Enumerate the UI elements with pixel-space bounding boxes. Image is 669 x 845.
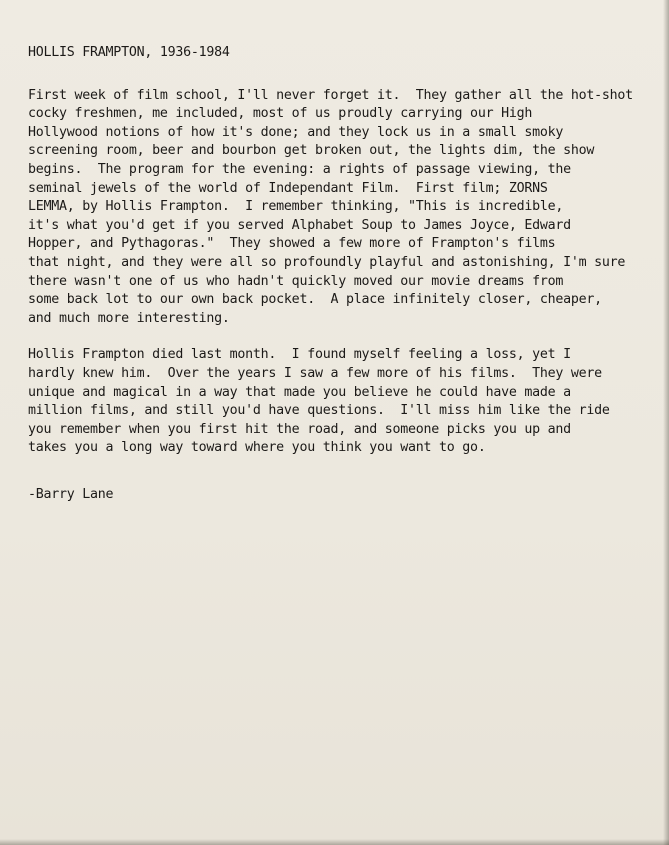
- text-line: Hopper, and Pythagoras." They showed a few more of Frampton's films: [28, 236, 556, 252]
- text-line: seminal jewels of the world of Independant Film. First film; ZORNS: [28, 180, 548, 196]
- text-line: some back lot to our own back pocket. A place infinitely closer, cheaper,: [28, 292, 602, 308]
- document-title: HOLLIS FRAMPTON, 1936-1984: [28, 45, 230, 60]
- show-through-texture: [30, 520, 669, 805]
- text-line: Hollywood notions of how it's done; and they lock us in a small smoky: [28, 124, 564, 140]
- text-line: screening room, beer and bourbon get broken out, the lights dim, the show: [28, 143, 595, 159]
- text-line: First week of film school, I'll never forget it. They gather all the hot-shot: [28, 87, 633, 103]
- text-line: you remember when you first hit the road, and someone picks you up and: [28, 421, 571, 437]
- paragraph-1: [28, 87, 668, 329]
- text-line: and much more interesting.: [28, 310, 230, 326]
- text-line: hardly knew him. Over the years I saw a few more of his films. They were: [28, 365, 602, 381]
- text-line: begins. The program for the evening: a rights of passage viewing, the: [28, 161, 571, 177]
- text-line: that night, and they were all so profoundly playful and astonishing, I'm sure: [28, 254, 626, 270]
- text-line: LEMMA, by Hollis Frampton. I remember thinking, "This is incredible,: [28, 199, 564, 215]
- text-line: million films, and still you'd have questions. I'll miss him like the ride: [28, 403, 610, 419]
- text-line: Hollis Frampton died last month. I found myself feeling a loss, yet I: [28, 347, 571, 363]
- paragraph-2: [28, 346, 668, 458]
- text-line: there wasn't one of us who hadn't quickly moved our movie dreams from: [28, 273, 564, 289]
- signature: -Barry Lane: [28, 486, 114, 502]
- text-line: cocky freshmen, me included, most of us proudly carrying our High: [28, 106, 533, 122]
- text-line: unique and magical in a way that made you believe he could have made a: [28, 384, 571, 400]
- text-line: it's what you'd get if you served Alphabet Soup to James Joyce, Edward: [28, 217, 571, 233]
- text-line: takes you a long way toward where you think you want to go.: [28, 440, 486, 456]
- document-body: [28, 44, 668, 504]
- page-edge-shadow-bottom: [0, 839, 669, 845]
- page-edge-shadow-right: [663, 0, 669, 845]
